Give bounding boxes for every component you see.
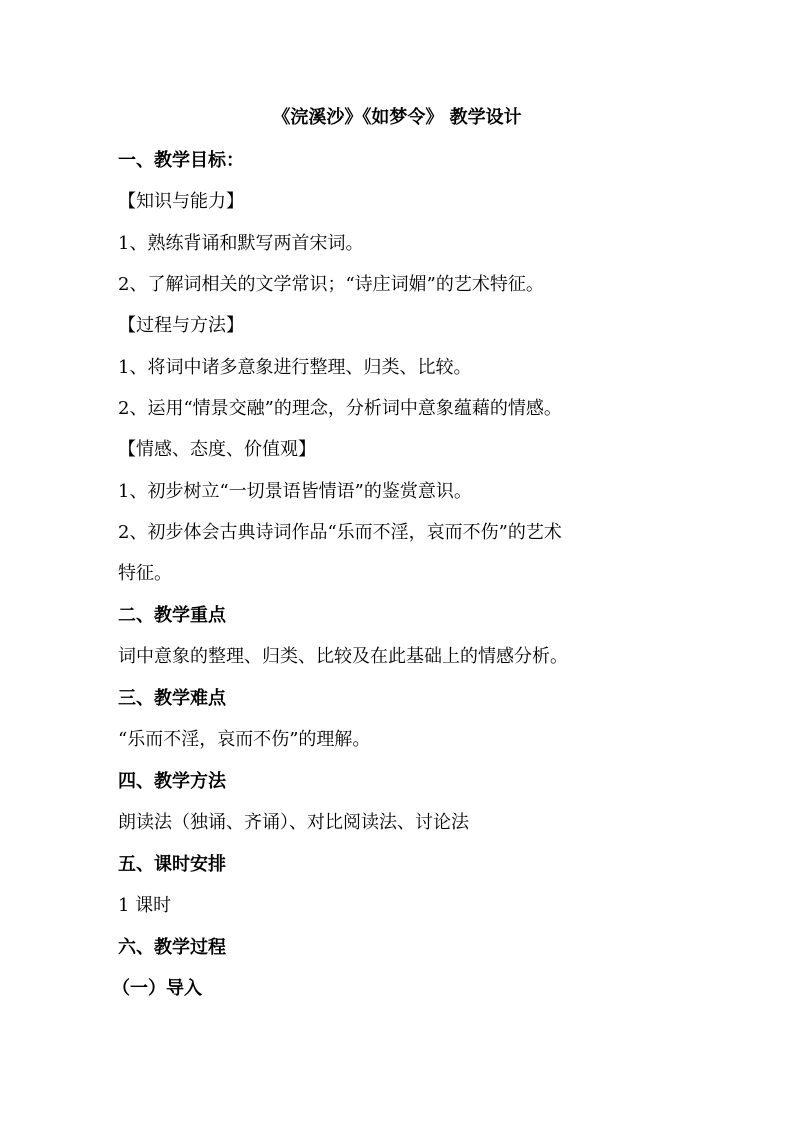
subsection-label-knowledge: 【知识与能力】 (118, 191, 244, 212)
section-heading-process: 六、教学过程 (118, 937, 226, 958)
objective-item: 2、了解词相关的文学常识；“诗庄词媚”的艺术特征。 (118, 274, 544, 295)
section-heading-difficulties: 三、教学难点 (118, 688, 226, 709)
section-heading-objectives: 一、教学目标： (118, 150, 244, 171)
objective-item: 2、初步体会古典诗词作品“乐而不淫，哀而不伤”的艺术 (118, 522, 562, 543)
objective-item: 2、运用“情景交融”的理念，分析词中意象蕴藉的情感。 (118, 398, 562, 419)
subsection-heading-intro: （一）导入 (112, 978, 202, 999)
section-heading-methods: 四、教学方法 (118, 771, 226, 792)
methods-text: 朗读法（独诵、齐诵）、对比阅读法、讨论法 (118, 812, 469, 833)
subsection-label-emotion: 【情感、态度、价值观】 (118, 439, 316, 460)
section-heading-schedule: 五、课时安排 (118, 854, 226, 875)
key-points-text: 词中意象的整理、归类、比较及在此基础上的情感分析。 (118, 646, 568, 667)
objective-item: 1、初步树立“一切景语皆情语”的鉴赏意识。 (118, 481, 472, 502)
schedule-text: 1 课时 (118, 895, 172, 916)
subsection-label-process: 【过程与方法】 (118, 315, 244, 336)
document-title: 《浣溪沙》《如梦令》 教学设计 (272, 107, 522, 128)
section-heading-key-points: 二、教学重点 (118, 605, 226, 626)
objective-item-continued: 特征。 (118, 563, 172, 584)
difficulties-text: “乐而不淫，哀而不伤”的理解。 (118, 729, 371, 750)
objective-item: 1、熟练背诵和默写两首宋词。 (118, 233, 364, 254)
objective-item: 1、将词中诸多意象进行整理、归类、比较。 (118, 357, 472, 378)
